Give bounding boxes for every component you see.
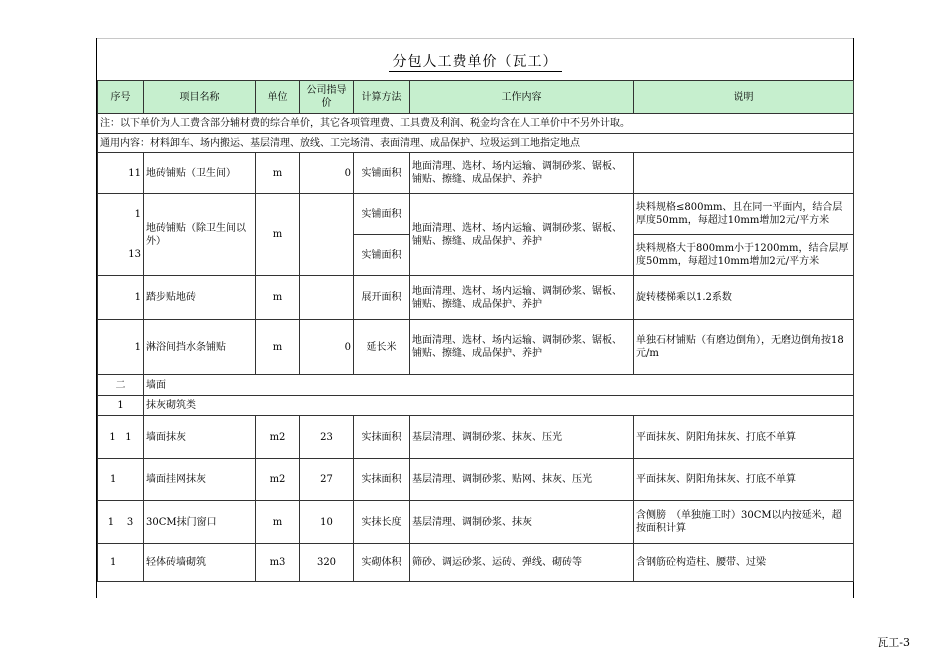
cell-content: 地面清理、选材、场内运输、调制砂浆、锯板、铺贴、擦缝、成品保护、养护 [410, 320, 634, 375]
cell-content: 地面清理、选材、场内运输、调制砂浆、锯板、铺贴、擦缝、成品保护、养护 [410, 153, 634, 194]
table-row [98, 544, 854, 582]
cell-seq: 1 [98, 276, 144, 320]
page-number: 瓦工-3 [877, 636, 910, 649]
cell-price: 23 [300, 416, 354, 459]
subsection-name: 抹灰砌筑类 [144, 396, 256, 416]
cell-content: 基层清理、调制砂浆、抹灰 [410, 501, 634, 544]
cell-unit: m [256, 276, 300, 320]
cell-desc: 块料规格≤800mm、且在同一平面内，结合层厚度50mm，每超过10mm增加2元/平方米 [634, 194, 854, 235]
cell-seq: 1 3 [98, 501, 144, 544]
header-price: 公司指导价 [300, 81, 354, 114]
cell-name: 地砖铺贴（除卫生间以外） [144, 194, 256, 276]
cell-seq: 1 [98, 544, 144, 582]
price-sheet [96, 38, 854, 598]
cell-desc: 平面抹灰、阴阳角抹灰、打底不单算 [634, 459, 854, 501]
cell-method: 延长米 [354, 320, 410, 375]
cell-desc: 含钢筋砼构造柱、腰带、过梁 [634, 544, 854, 582]
general-content-text: 通用内容：材料卸车、场内搬运、基层清理、放线、工完场清、表面清理、成品保护、垃圾运到工地指定地点 [98, 134, 854, 153]
subsection-row [98, 396, 854, 416]
cell-desc: 块料规格大于800mm小于1200mm，结合层厚度50mm，每超过10mm增加2元/平方米 [634, 235, 854, 276]
cell-seq: 1 1 [98, 416, 144, 459]
cell-method: 实铺面积 [354, 194, 410, 235]
header-name: 项目名称 [144, 81, 256, 114]
table-row [98, 153, 854, 194]
cell-price: 0 [300, 153, 354, 194]
cell-desc: 旋转楼梯乘以1.2系数 [634, 276, 854, 320]
table-row [98, 416, 854, 459]
cell-content: 地面清理、选材、场内运输、调制砂浆、锯板、铺贴、擦缝、成品保护、养护 [410, 194, 634, 276]
table-row [98, 459, 854, 501]
cell-seq: 11 [98, 153, 144, 194]
cell-method: 实砌体积 [354, 544, 410, 582]
section-seq: 二 [98, 375, 144, 396]
cell-price [300, 276, 354, 320]
cell-content: 基层清理、调制砂浆、贴网、抹灰、压光 [410, 459, 634, 501]
general-content-row [98, 134, 854, 153]
cell-method: 实铺面积 [354, 235, 410, 276]
section-name: 墙面 [144, 375, 256, 396]
price-table [97, 80, 854, 582]
cell-desc: 单独石材铺贴（有磨边倒角），无磨边倒角按18元/m [634, 320, 854, 375]
cell-name: 墙面挂网抹灰 [144, 459, 256, 501]
table-row [98, 276, 854, 320]
header-method: 计算方法 [354, 81, 410, 114]
cell-content: 地面清理、选材、场内运输、调制砂浆、锯板、铺贴、擦缝、成品保护、养护 [410, 276, 634, 320]
cell-seq: 1 [98, 320, 144, 375]
cell-method: 实抹面积 [354, 416, 410, 459]
cell-method: 实抹面积 [354, 459, 410, 501]
cell-method: 展开面积 [354, 276, 410, 320]
cell-method: 实抹长度 [354, 501, 410, 544]
sheet-title [97, 51, 853, 71]
cell-method: 实铺面积 [354, 153, 410, 194]
section-row [98, 375, 854, 396]
cell-desc [634, 153, 854, 194]
cell-content: 基层清理、调制砂浆、抹灰、压光 [410, 416, 634, 459]
cell-unit: m [256, 194, 300, 276]
cell-unit: m [256, 320, 300, 375]
subsection-empty [256, 396, 854, 416]
cell-unit: m2 [256, 416, 300, 459]
section-empty [256, 375, 854, 396]
cell-name: 地砖铺贴（卫生间） [144, 153, 256, 194]
table-row [98, 194, 854, 235]
cell-unit: m [256, 153, 300, 194]
header-content: 工作内容 [410, 81, 634, 114]
cell-seq: 1 [98, 194, 144, 235]
cell-price [300, 194, 354, 276]
cell-name: 淋浴间挡水条铺贴 [144, 320, 256, 375]
header-seq: 序号 [98, 81, 144, 114]
cell-unit: m3 [256, 544, 300, 582]
cell-price: 0 [300, 320, 354, 375]
header-unit: 单位 [256, 81, 300, 114]
cell-price: 27 [300, 459, 354, 501]
sheet-title-text: 分包人工费单价（瓦工） [389, 54, 562, 72]
subsection-seq: 1 [98, 396, 144, 416]
cell-content: 筛砂、调运砂浆、运砖、弹线、砌砖等 [410, 544, 634, 582]
cell-name: 踏步贴地砖 [144, 276, 256, 320]
cell-price: 320 [300, 544, 354, 582]
note-row [98, 114, 854, 134]
note-text: 注：以下单价为人工费含部分辅材费的综合单价，其它各项管理费、工具费及利润、税金均含在人工单价中不另外计取。 [98, 114, 854, 134]
table-row [98, 320, 854, 375]
cell-seq: 13 [98, 235, 144, 276]
cell-name: 30CM抹门窗口 [144, 501, 256, 544]
cell-price: 10 [300, 501, 354, 544]
cell-name: 轻体砖墙砌筑 [144, 544, 256, 582]
cell-unit: m [256, 501, 300, 544]
cell-desc: 含侧膀 （单独施工时）30CM以内按延米，超按面积计算 [634, 501, 854, 544]
cell-unit: m2 [256, 459, 300, 501]
title-area [97, 38, 853, 79]
cell-seq: 1 [98, 459, 144, 501]
cell-name: 墙面抹灰 [144, 416, 256, 459]
cell-desc: 平面抹灰、阴阳角抹灰、打底不单算 [634, 416, 854, 459]
header-desc: 说明 [634, 81, 854, 114]
table-row [98, 501, 854, 544]
table-header-row [98, 81, 854, 114]
